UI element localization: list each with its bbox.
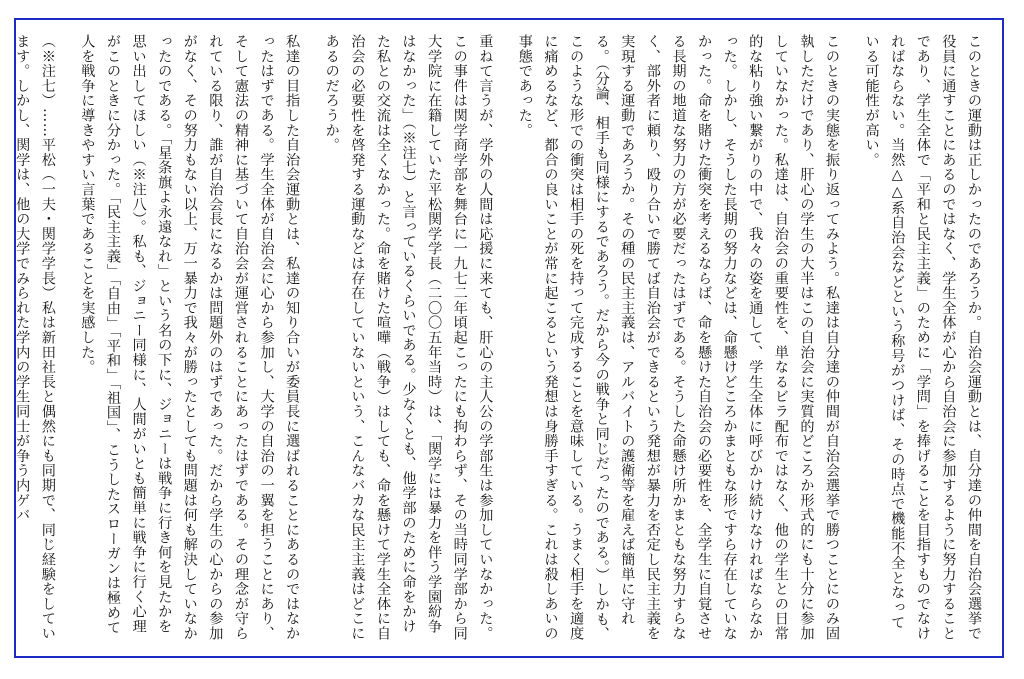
paragraph-3: 重ねて言うが、学外の人間は応援に来ても、肝心の主人公の学部生は参加していなかった。この事件は関学商学部を舞台に一九七二年頃起こったにも拘わらず、その当時同学部から同大学院に在籍していた平松関学学長（二〇〇五年当時）は、「関学には暴力を伴う学園紛争はなかった」（※注七）と言っているくらいである。少なくとも、他学部のために命をかけた私との交流は全くなかった。命を賭けた喧嘩（戦争）はしても、命を懸けて学生全体に自治会の必要性を啓発する運動などは存在していないという、こんなバカな民主主義はどこにあるのだろうか。 [323, 34, 494, 641]
paragraph-gap [844, 34, 858, 644]
footnote-7: （※注七）……平松（一夫・関学学長）私は新田社長と偶然にも同期で、同じ経験をしています。しかし、関学は、他の大学でみられた学内の学生同士が争う内ゲバ [14, 34, 56, 641]
paragraph-gap [60, 34, 74, 644]
paragraph-2: このときの実態を振り返ってみよう。私達は自分達の仲間が自治会選挙で勝つことにのみ固執しただけであり、肝心の学生の大半はこの自治会に実質的どころか形式的にも十分に参加していなかった。私達は、自治会の重要性を、単なるビラ配布ではなく、他の学生との日常的な粘り強い繋がりの中で、我々の姿を通して、学生全体に呼びかけ続けなければならなかった。しかし、そうした長期の努力などは、命懸けどころかまともな形ですら存在していなかった。命を賭けた衝突を考えるならば、命を懸けた自治会の必要性を、全学生に自覚させる長期の地道な努力の方が必要だったはずである。そうした命懸け所かまともな努力すらなく、部外者に頼り、殴り合いで勝てば自治会ができるという発想が暴力を否定し民主主義を実現する運動であろうか。その種の民主主義は、アルバイトの護衛等を雇えば簡単に守れる。（分論、相手も同様にするであろう。だから今の戦争と同じだったのである。）しかも、このような形での衝突は相手の死を持って完成することを意味している。うまく相手を適度に痛めるなど、都合の良いことが常に起こるという発想は身勝手すぎる。これは殺しあいの事態であった。 [516, 34, 841, 642]
paragraph-gap [304, 34, 318, 644]
paragraph-1: このときの運動は正しかったのであろうか。自治会運動とは、自分達の仲間を自治会選挙で役員に通すことにあるのではなく、学生全体が心から自治会に参加するように努力することであり、学生全体で「平和と民主主義」のために「学問」を捧げることを目指すものでなければならない。当然△△系自治会などという称号がつけば、その時点で機能不全となっている可能性が高い。 [863, 34, 982, 641]
paragraph-gap [497, 34, 511, 644]
paragraph-4: 私達の目指した自治会運動とは、私達の知り合いが委員長に選ばれることにあるのではなかったはずである。学生全体が自治会に心から参加し、大学の自治の一翼を担うことにあり、そして憲法の精神に基づいて自治会が運営されることにあったはずである。その理念が守られている限り、誰が自治会長になるかは問題外のはずであった。だから学生の心からの参加がなく、その努力もない以上、万一暴力で我々が勝ったとしても問題は何も解決していなかったのである。「星条旗よ永遠なれ」という名の下に、ジョニーは戦争に行き何を見たかを思い出してほしい（※注八）。私も、ジョニー同様に、人間がいとも簡単に戦争に行く心理がこのときに分かった。「民主主義」「自由」「平和」「祖国」、こうしたスローガンは極めて人を戦争に導きやすい言葉であることを実感した。 [79, 34, 301, 641]
vertical-text-body [14, 34, 986, 644]
page-frame [14, 18, 1004, 658]
